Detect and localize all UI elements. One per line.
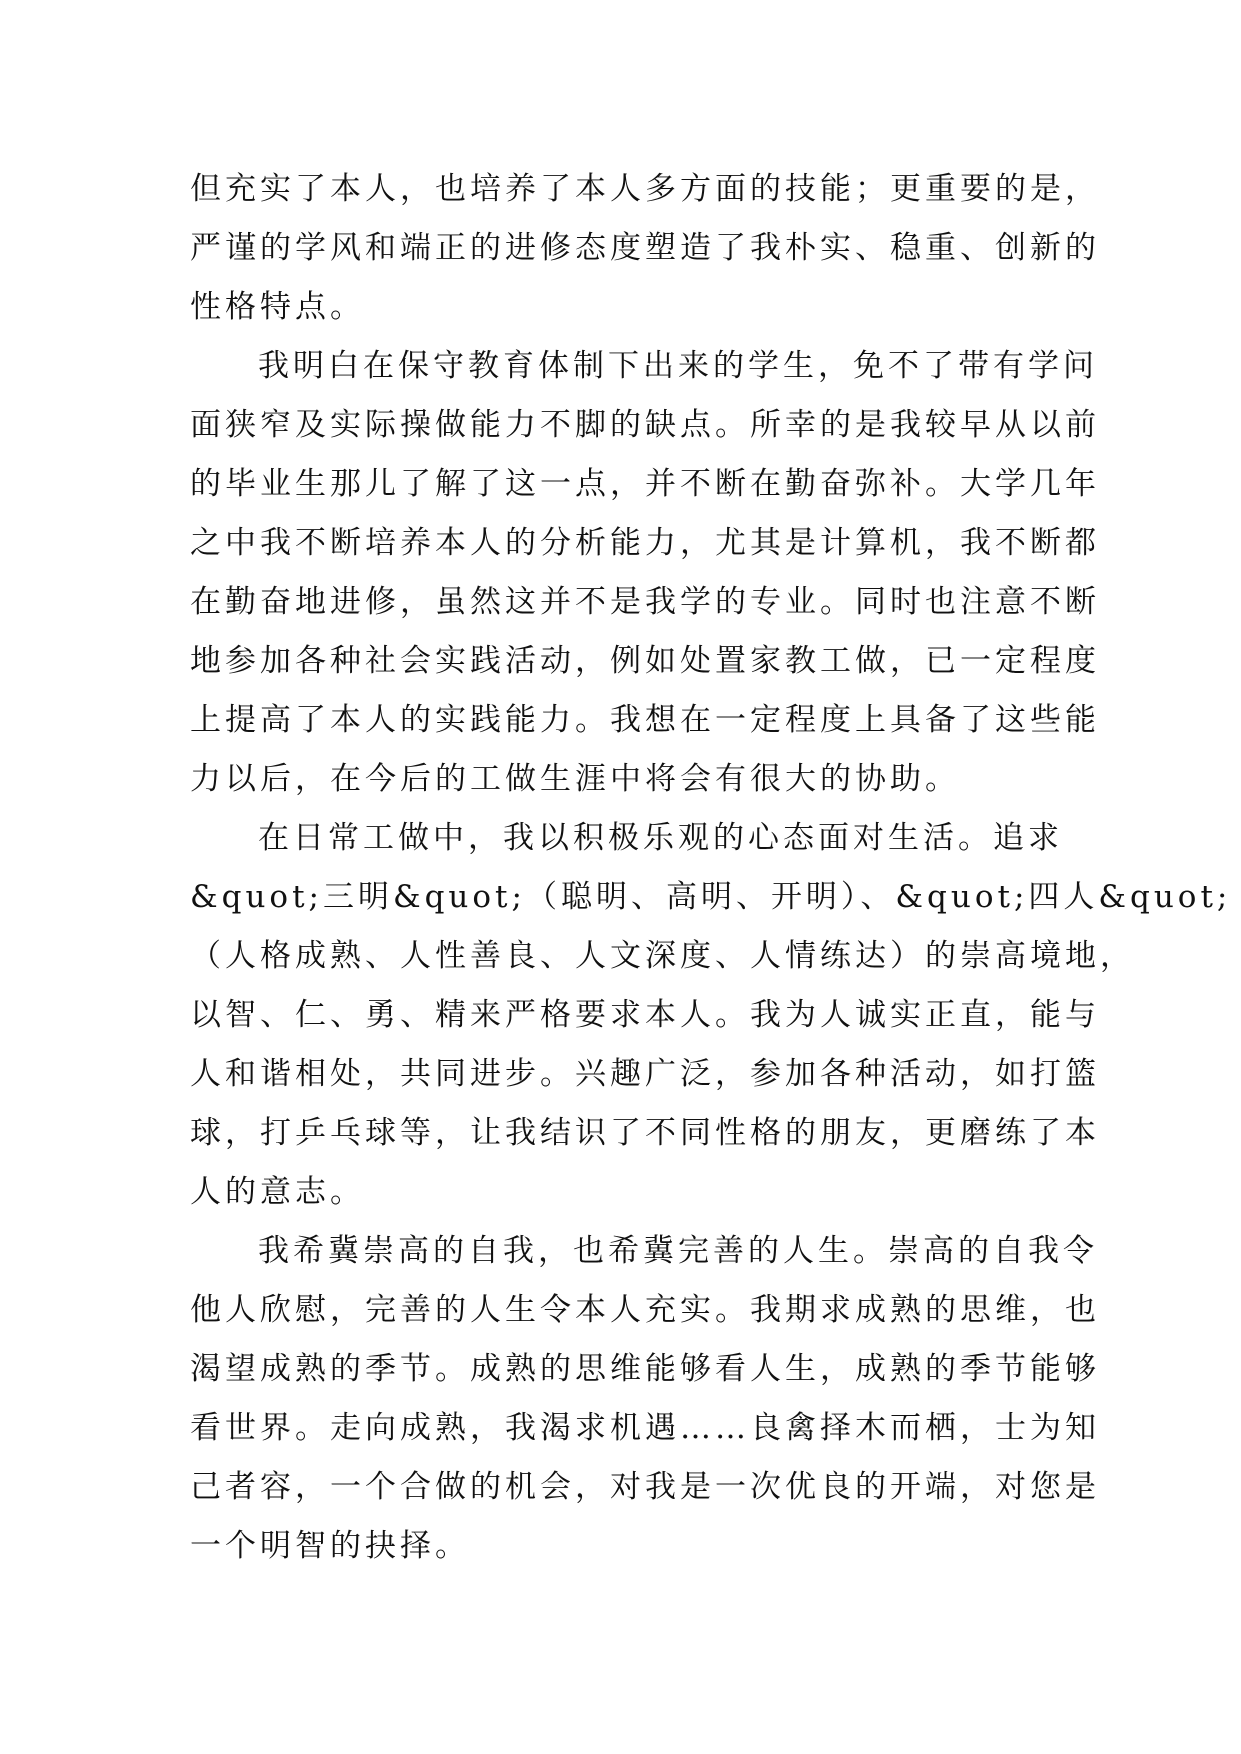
paragraph-1-line-1: 但充实了本人，也培养了本人多方面的技能；更重要的是， — [190, 171, 1100, 207]
paragraph-4-line-3: 渴望成熟的季节。成熟的思维能够看人生，成熟的季节能够 — [190, 1351, 1100, 1387]
paragraph-2-line-6: 地参加各种社会实践活动，例如处置家教工做，已一定程度 — [190, 643, 1100, 679]
paragraph-1-line-2: 严谨的学风和端正的进修态度塑造了我朴实、稳重、创新的 — [190, 230, 1100, 266]
paragraph-4-line-5: 己者容，一个合做的机会，对我是一次优良的开端，对您是 — [190, 1469, 1100, 1505]
paragraph-3-line-5: 人和谐相处，共同进步。兴趣广泛，参加各种活动，如打篮 — [190, 1056, 1100, 1092]
paragraph-2-line-8: 力以后，在今后的工做生涯中将会有很大的协助。 — [190, 761, 960, 797]
paragraph-3-line-7: 人的意志。 — [190, 1174, 365, 1210]
paragraph-4-line-4: 看世界。走向成熟，我渴求机遇……良禽择木而栖，士为知 — [190, 1410, 1100, 1446]
paragraph-1-line-3: 性格特点。 — [190, 289, 365, 325]
paragraph-3-line-4: 以智、仁、勇、精来严格要求本人。我为人诚实正直，能与 — [190, 997, 1100, 1033]
document-body — [190, 160, 1232, 1576]
paragraph-3-line-6: 球，打乒乓球等，让我结识了不同性格的朋友，更磨练了本 — [190, 1115, 1100, 1151]
paragraph-2-line-4: 之中我不断培养本人的分析能力，尤其是计算机，我不断都 — [190, 525, 1100, 561]
paragraph-3-line-2: &quot;三明&quot;（聪明、高明、开明）、&quot;四人&quot; — [190, 879, 1232, 915]
paragraph-2-line-5: 在勤奋地进修，虽然这并不是我学的专业。同时也注意不断 — [190, 584, 1100, 620]
paragraph-2-line-2: 面狭窄及实际操做能力不脚的缺点。所幸的是我较早从以前 — [190, 407, 1100, 443]
paragraph-2-line-1: 我明白在保守教育体制下出来的学生，免不了带有学问 — [258, 348, 1098, 384]
paragraph-2-line-3: 的毕业生那儿了解了这一点，并不断在勤奋弥补。大学几年 — [190, 466, 1100, 502]
paragraph-2-line-7: 上提高了本人的实践能力。我想在一定程度上具备了这些能 — [190, 702, 1100, 738]
paragraph-4-line-1: 我希冀崇高的自我，也希冀完善的人生。崇高的自我令 — [258, 1233, 1098, 1269]
paragraph-3-line-1: 在日常工做中，我以积极乐观的心态面对生活。追求 — [258, 820, 1063, 856]
paragraph-3-line-3: （人格成熟、人性善良、人文深度、人情练达）的崇高境地， — [190, 938, 1135, 974]
paragraph-4-line-6: 一个明智的抉择。 — [190, 1528, 470, 1564]
paragraph-4-line-2: 他人欣慰，完善的人生令本人充实。我期求成熟的思维，也 — [190, 1292, 1100, 1328]
